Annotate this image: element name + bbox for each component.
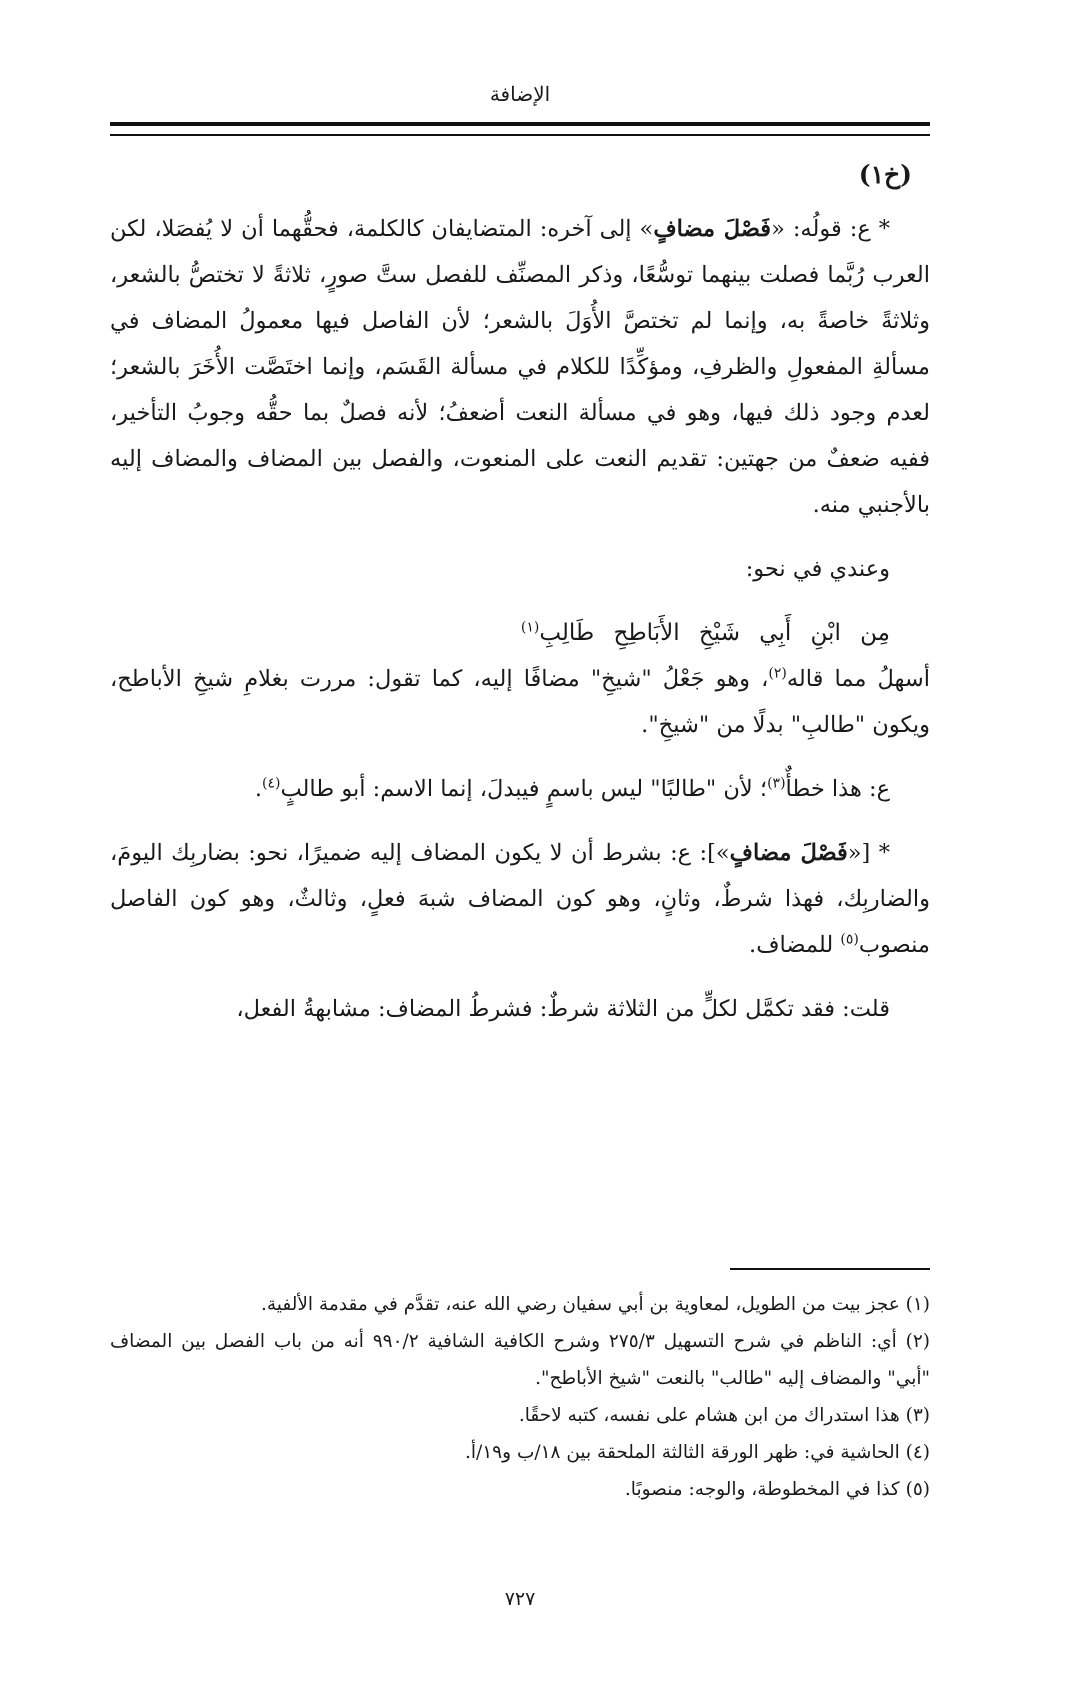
footnote-1: (١) عجز بيت من الطويل، لمعاوية بن أبي سفيان رضي الله عنه، تقدَّم في مقدمة الألفية. (260, 1294, 930, 1315)
para1-rest: » إلى آخره: المتضايفان كالكلمة، فحقُّهما أن لا يُفصَلا، لكن العرب رُبَّما فصلت بينهما توسُّعًا، وذكر المصنِّف للفصل ستَّ صورٍ، ثلاثةً لا تختصُّ بالشعر، وثلاثةً خاصةً به، وإنما لم تختصَّ الأُوَلَ بالشعر؛ لأن الفاصل فيها معمولُ المضاف في مسألةِ المفعولِ والظرفِ، ومؤكِّدًا للكلام في مسألة القَسَم، وإنما اختَصَّت الأُخَرَ بالشعر؛ لعدم وجود ذلك فيها، وهو في مسألة النعت أضعفُ؛ لأنه فصلٌ بما حقُّه وجوبُ التأخير، ففيه ضعفٌ من جهتين: تقديم النعت على المنعوت، والفصل بين المضاف والمضاف إليه بالأجنبي منه. (110, 216, 930, 518)
para4-b: ؛ لأن "طالبًا" ليس باسمٍ فيبدلَ، إنما الاسم: أبو طالبٍ (280, 776, 768, 802)
para3-b: ، وهو جَعْلُ "شيخِ" مضافًا إليه، كما تقول: مررت بغلامِ شيخِ الأباطح، ويكون "طالبِ" بدلًا من "شيخِ". (110, 666, 930, 738)
footnote-ref[interactable]: (٣) (767, 775, 786, 792)
para3-a: أسهلُ مما قاله (786, 666, 931, 692)
footnote-separator (730, 1268, 930, 1270)
footnote-2: (٢) أي: الناظم في شرح التسهيل ٢٧٥/٣ وشرح الكافية الشافية ٩٩٠/٢ أنه من باب الفصل بين المضاف "أبي" والمضاف إليه "طالب" بالنعت "شيخ الأباطح". (110, 1331, 930, 1389)
paragraph-gap (110, 812, 930, 830)
para1-bold-term: فَصْلَ مضافٍ (653, 216, 772, 242)
section-label: (خ١) (858, 160, 912, 189)
footnote-ref[interactable]: (٢) (768, 665, 787, 682)
paragraph-3 (110, 656, 930, 748)
paragraph-2: وعندي في نحو: (745, 556, 890, 582)
paragraph-gap (110, 748, 930, 766)
para5-bold-term: فَصْلَ مضافٍ (729, 840, 848, 866)
para5-lead: * [« (847, 840, 890, 866)
footnote-ref[interactable]: (١) (520, 619, 540, 636)
para1-lead: * ع: قولُه: « (771, 216, 891, 242)
paragraph-4 (110, 766, 930, 812)
paragraph-1 (110, 206, 930, 528)
paragraph-5 (110, 830, 930, 968)
para5-end: للمضاف. (749, 932, 841, 958)
para5-mid: »]: ع: بشرط أن لا يكون المضاف إليه ضميرًا، نحو: بضاربِك اليومَ، والضاربِك، فهذا شرطٌ، وثانٍ، وهو كون المضاف شبهَ فعلٍ، وثالثٌ، وهو كون الفاصل منصوب (110, 840, 930, 958)
footnote-4: (٤) الحاشية في: ظهر الورقة الثالثة الملحقة بين ١٨/ب و١٩/أ. (464, 1442, 930, 1463)
footnote-ref[interactable]: (٥) (840, 931, 859, 948)
page-number: ٧٢٧ (504, 1588, 536, 1610)
paragraph-gap (110, 968, 930, 986)
paragraph-6: قلت: فقد تكمَّل لكلٍّ من الثلاثة شرطٌ: فشرطُ المضاف: مشابهةُ الفعل، (236, 996, 890, 1022)
para4-c: . (254, 776, 262, 802)
paragraph-gap (110, 528, 930, 546)
footnotes (110, 1286, 930, 1508)
body-text (110, 206, 930, 1032)
verse-line (110, 610, 930, 656)
header-rule-thin (110, 134, 930, 136)
paragraph-gap (110, 592, 930, 610)
para4-a: ع: هذا خطأٌ (785, 776, 890, 802)
verse-text: مِن ابْنِ أَبِي شَيْخِ الأَبَاطِحِ طَالِبِ (539, 620, 890, 646)
footnote-5: (٥) كذا في المخطوطة، والوجه: منصوبًا. (624, 1479, 930, 1500)
running-head: الإضافة (489, 82, 551, 106)
footnote-ref[interactable]: (٤) (262, 775, 281, 792)
footnote-3: (٣) هذا استدراك من ابن هشام على نفسه، كتبه لاحقًا. (518, 1405, 930, 1426)
header-rule-thick (110, 122, 930, 126)
